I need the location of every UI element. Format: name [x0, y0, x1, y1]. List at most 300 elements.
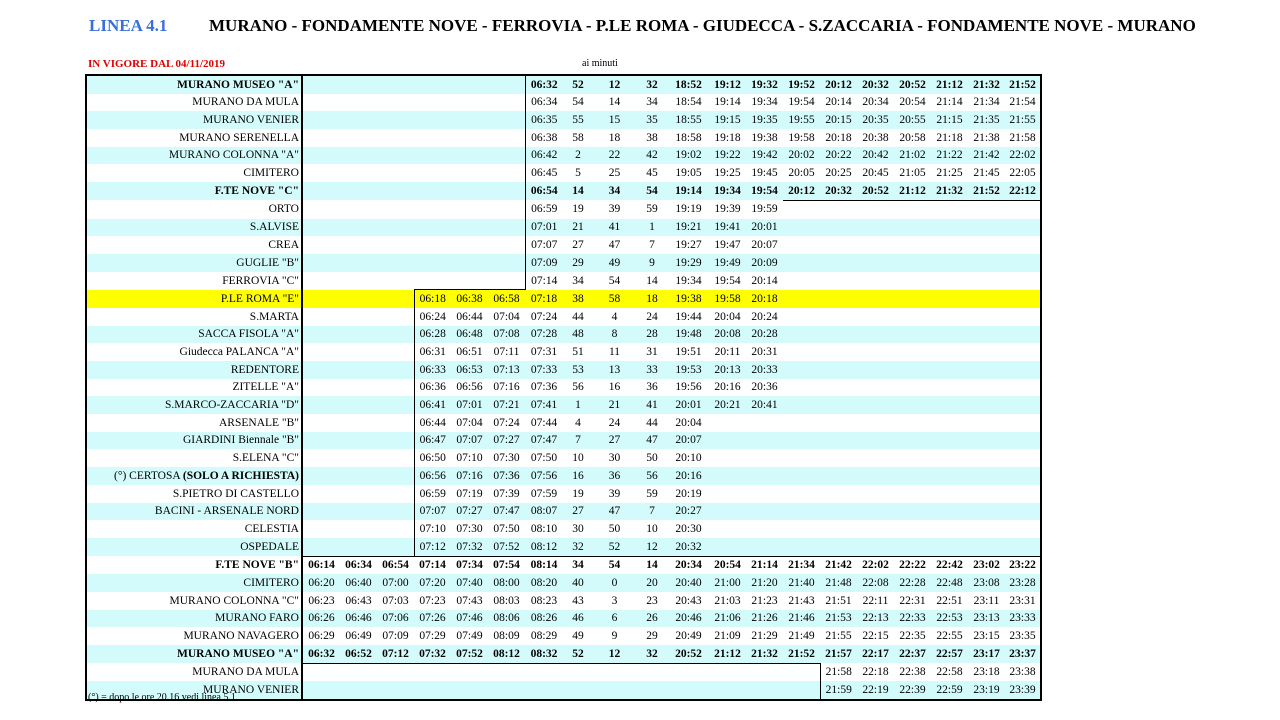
departure-time: 06:46: [340, 610, 377, 628]
departure-time: 19:42: [746, 147, 783, 165]
stop-label: S.MARCO-ZACCARIA "D": [165, 399, 299, 412]
timetable-row: [86, 556, 1041, 574]
stop-name: [86, 467, 302, 485]
departure-time: 27: [563, 503, 593, 521]
stop-label: F.TE NOVE "C": [214, 185, 299, 198]
stop-name: [86, 379, 302, 397]
stop-label: CIMITERO: [243, 576, 299, 589]
departure-time: [746, 681, 783, 700]
departure-time: 19:19: [675, 203, 702, 216]
departure-time: [1005, 200, 1041, 218]
departure-time: 30: [608, 452, 621, 465]
departure-time: 20:12: [820, 75, 857, 94]
departure-time: [968, 520, 1005, 538]
departure-time: [1005, 343, 1041, 361]
departure-time: [377, 272, 414, 290]
departure-time: [783, 379, 820, 397]
departure-time: 14: [646, 274, 658, 287]
departure-time: 06:40: [340, 574, 377, 592]
departure-time: [1005, 272, 1041, 290]
departure-time: 21:12: [931, 75, 968, 94]
departure-time: 23:33: [1005, 610, 1041, 628]
departure-time: 07:50: [530, 452, 558, 465]
departure-time: [340, 396, 377, 414]
departure-time: 20:52: [668, 645, 709, 663]
stop-name: [86, 663, 302, 681]
departure-time: 20:15: [820, 111, 857, 129]
departure-time: 20:34: [668, 556, 709, 574]
departure-time: [857, 308, 894, 326]
departure-time: 22:48: [931, 574, 968, 592]
departure-time: [709, 467, 746, 485]
departure-time: 6: [593, 610, 636, 628]
departure-time: [414, 111, 451, 129]
departure-time: 19:44: [675, 310, 702, 323]
stop-name: [86, 627, 302, 645]
departure-time: 21:54: [1009, 96, 1036, 109]
departure-time: 39: [608, 203, 621, 216]
departure-time: [894, 254, 931, 272]
departure-time: 21:55: [825, 630, 852, 642]
departure-time: [857, 290, 894, 308]
departure-time: 9: [636, 254, 668, 272]
departure-time: 07:56: [525, 467, 563, 485]
departure-time: [894, 219, 931, 237]
departure-time: 21:26: [746, 610, 783, 628]
stop-name: [86, 520, 302, 538]
departure-time: 9: [611, 630, 618, 642]
departure-time: 06:59: [525, 200, 563, 218]
timetable-row: [86, 94, 1041, 112]
departure-time: 33: [636, 361, 668, 379]
departure-time: 22:11: [862, 594, 889, 607]
stop-name: [86, 592, 302, 610]
departure-time: [302, 75, 340, 94]
departure-time: 08:06: [488, 610, 525, 628]
departure-time: 21:15: [931, 111, 968, 129]
departure-time: 06:35: [525, 111, 563, 129]
departure-time: [820, 379, 857, 397]
departure-time: 18:52: [668, 75, 709, 94]
departure-time: [340, 182, 377, 200]
departure-time: 16: [563, 467, 593, 485]
departure-time: 29: [563, 254, 593, 272]
timetable-row: [86, 379, 1041, 397]
departure-time: 20:43: [675, 594, 702, 607]
departure-time: [968, 343, 1005, 361]
departure-time: 06:32: [302, 645, 340, 663]
departure-time: [931, 219, 968, 237]
departure-time: [857, 379, 894, 397]
stop-name: [86, 396, 302, 414]
departure-time: [377, 219, 414, 237]
departure-time: [340, 414, 377, 432]
departure-time: [451, 182, 488, 200]
departure-time: 21:38: [973, 131, 1000, 144]
departure-time: 21:52: [1005, 75, 1041, 94]
departure-time: 23:37: [1005, 645, 1041, 663]
stop-label: ORTO: [268, 203, 299, 216]
departure-time: [302, 111, 340, 129]
departure-time: 23:38: [1009, 666, 1036, 679]
departure-time: [968, 379, 1005, 397]
departure-time: [525, 663, 563, 681]
departure-time: 06:24: [414, 308, 451, 326]
departure-time: [414, 75, 451, 94]
departure-time: 06:54: [525, 182, 563, 200]
departure-time: [302, 538, 340, 556]
departure-time: [340, 290, 377, 308]
departure-time: 19:51: [675, 346, 702, 358]
departure-time: 08:23: [530, 594, 558, 607]
departure-time: 07:41: [525, 396, 563, 414]
departure-time: [488, 219, 525, 237]
departure-time: 22:22: [894, 556, 931, 574]
departure-time: [709, 520, 746, 538]
departure-time: [783, 343, 820, 361]
departure-time: [820, 272, 857, 290]
departure-time: [857, 432, 894, 450]
departure-time: [820, 219, 857, 237]
departure-time: 23:18: [973, 666, 1000, 679]
departure-time: [968, 396, 1005, 414]
departure-time: [451, 663, 488, 681]
departure-time: [857, 538, 894, 556]
departure-time: [931, 503, 968, 521]
stop-name: [86, 75, 302, 94]
departure-time: 20:32: [857, 75, 894, 94]
timetable-row: [86, 645, 1041, 663]
departure-time: 11: [608, 346, 621, 358]
departure-time: 08:12: [488, 645, 525, 663]
stop-name: [86, 326, 302, 344]
departure-time: 06:48: [451, 326, 488, 344]
timetable-row: [86, 219, 1041, 237]
departure-time: [968, 326, 1005, 344]
timetable-row: [86, 592, 1041, 610]
timetable-row: [86, 308, 1041, 326]
departure-time: [746, 538, 783, 556]
departure-time: [931, 538, 968, 556]
departure-time: [857, 200, 894, 218]
departure-time: [377, 520, 414, 538]
timetable: [85, 74, 1042, 701]
departure-time: 8: [593, 326, 636, 344]
departure-time: [451, 129, 488, 147]
departure-time: 23: [646, 594, 658, 607]
timetable-row: [86, 627, 1041, 645]
departure-time: 44: [646, 416, 658, 429]
stop-name: [86, 343, 302, 361]
departure-time: 19:41: [709, 219, 746, 237]
departure-time: [377, 361, 414, 379]
departure-time: 20:07: [668, 432, 709, 450]
departure-time: [668, 663, 709, 681]
departure-time: 06:41: [414, 396, 451, 414]
departure-time: [783, 290, 820, 308]
departure-time: [414, 164, 451, 182]
departure-time: 47: [636, 432, 668, 450]
departure-time: 23:02: [968, 556, 1005, 574]
departure-time: 14: [608, 96, 621, 109]
departure-time: 19:34: [751, 96, 778, 109]
departure-time: 19:18: [714, 131, 741, 144]
departure-time: 34: [646, 96, 658, 109]
departure-time: 06:50: [414, 449, 451, 467]
departure-time: [931, 379, 968, 397]
departure-time: [488, 164, 525, 182]
departure-time: 07:14: [414, 556, 451, 574]
departure-time: [931, 520, 968, 538]
departure-time: [894, 200, 931, 218]
departure-time: [709, 538, 746, 556]
departure-time: 19:55: [783, 111, 820, 129]
timetable-row: [86, 503, 1041, 521]
departure-time: [783, 538, 820, 556]
departure-time: [593, 663, 636, 681]
stop-label: ARSENALE "B": [219, 416, 299, 429]
departure-time: 22:39: [894, 681, 931, 700]
departure-time: 19:38: [668, 290, 709, 308]
departure-time: [302, 254, 340, 272]
departure-time: 06:34: [525, 94, 563, 112]
departure-time: [820, 538, 857, 556]
stop-name: [86, 503, 302, 521]
departure-time: 19:54: [746, 182, 783, 200]
departure-time: [894, 503, 931, 521]
departure-time: [302, 449, 340, 467]
departure-time: [931, 485, 968, 503]
departure-time: 48: [563, 326, 593, 344]
timetable-row: [86, 610, 1041, 628]
departure-time: [820, 503, 857, 521]
departure-time: [302, 503, 340, 521]
departure-time: 27: [593, 432, 636, 450]
departure-time: 06:58: [488, 290, 525, 308]
departure-time: [857, 467, 894, 485]
departure-time: 18:58: [675, 131, 702, 144]
departure-time: 18:55: [668, 111, 709, 129]
departure-time: 22:57: [931, 645, 968, 663]
departure-time: 5: [575, 167, 581, 180]
departure-time: [377, 396, 414, 414]
departure-time: [968, 219, 1005, 237]
departure-time: [968, 449, 1005, 467]
departure-time: [414, 254, 451, 272]
stop-label: MURANO VENIER: [203, 114, 299, 127]
departure-time: 06:20: [302, 574, 340, 592]
departure-time: 16: [608, 381, 621, 394]
departure-time: 19:52: [783, 75, 820, 94]
departure-time: 07:24: [493, 416, 520, 429]
departure-time: [302, 379, 340, 397]
departure-time: [783, 467, 820, 485]
departure-time: [820, 396, 857, 414]
departure-time: 20:22: [820, 147, 857, 165]
departure-time: [857, 503, 894, 521]
departure-time: 22:05: [1009, 167, 1036, 180]
departure-time: 22:17: [857, 645, 894, 663]
departure-time: 07:46: [451, 610, 488, 628]
departure-time: 07:24: [530, 310, 558, 323]
departure-time: 20:09: [746, 254, 783, 272]
departure-time: [302, 94, 340, 112]
departure-time: [377, 663, 414, 681]
departure-time: 07:13: [488, 361, 525, 379]
departure-time: 21:42: [968, 147, 1005, 165]
departure-time: 21:58: [820, 663, 857, 681]
departure-time: 07:18: [525, 290, 563, 308]
departure-time: [302, 414, 340, 432]
departure-time: [451, 219, 488, 237]
departure-time: [1005, 503, 1041, 521]
stop-label: MURANO DA MULA: [192, 666, 299, 679]
departure-time: 06:45: [525, 164, 563, 182]
departure-time: 07:06: [377, 610, 414, 628]
departure-time: 20:35: [857, 111, 894, 129]
departure-time: 07:27: [451, 503, 488, 521]
departure-time: 07:27: [488, 432, 525, 450]
departure-time: [451, 94, 488, 112]
departure-time: 21:45: [973, 167, 1000, 180]
departure-time: 21:12: [709, 645, 746, 663]
timetable-row: [86, 663, 1041, 681]
departure-time: 20:34: [862, 96, 889, 109]
timetable-row: [86, 182, 1041, 200]
stop-label: MURANO MUSEO "A": [176, 647, 299, 660]
departure-time: [377, 254, 414, 272]
departure-time: [783, 449, 820, 467]
departure-time: 06:56: [456, 381, 483, 394]
departure-time: 20:12: [783, 182, 820, 200]
departure-time: [302, 182, 340, 200]
timetable-row: [86, 485, 1041, 503]
departure-time: 21:14: [936, 96, 963, 109]
departure-time: 22:55: [936, 630, 963, 642]
departure-time: [340, 379, 377, 397]
departure-time: 07:19: [456, 487, 483, 500]
departure-time: 20:54: [709, 556, 746, 574]
departure-time: 29: [646, 630, 658, 642]
departure-time: 56: [572, 381, 584, 394]
departure-time: [377, 467, 414, 485]
departure-time: [931, 361, 968, 379]
departure-time: [488, 236, 525, 254]
departure-time: 22: [593, 147, 636, 165]
departure-time: [968, 538, 1005, 556]
departure-time: 59: [646, 203, 658, 216]
departure-time: 07:07: [414, 503, 451, 521]
departure-time: [593, 681, 636, 700]
departure-time: 7: [649, 238, 655, 251]
departure-time: [820, 361, 857, 379]
departure-time: [709, 663, 746, 681]
departure-time: 7: [636, 503, 668, 521]
stop-label: CREA: [268, 238, 299, 251]
departure-time: 20:36: [751, 381, 778, 394]
departure-time: [894, 379, 931, 397]
departure-time: 21:12: [894, 182, 931, 200]
departure-time: 23:35: [1009, 630, 1036, 642]
departure-time: [783, 414, 820, 432]
stop-name: [86, 200, 302, 218]
departure-time: 19:54: [714, 274, 741, 287]
departure-time: [931, 467, 968, 485]
departure-time: 42: [636, 147, 668, 165]
departure-time: [894, 361, 931, 379]
departure-time: [820, 308, 857, 326]
departure-time: 07:20: [414, 574, 451, 592]
departure-time: [302, 236, 340, 254]
stop-label: S.ELENA "C": [232, 452, 299, 465]
departure-time: [857, 485, 894, 503]
departure-time: [340, 503, 377, 521]
departure-time: [302, 290, 340, 308]
stop-name: [86, 538, 302, 556]
departure-time: [746, 432, 783, 450]
departure-time: 21:51: [825, 594, 852, 607]
departure-time: 19:45: [751, 167, 778, 180]
stop-name: [86, 164, 302, 182]
departure-time: 19:49: [709, 254, 746, 272]
stop-label: MURANO COLONNA "C": [169, 594, 299, 607]
departure-time: 20:01: [746, 219, 783, 237]
departure-time: [340, 681, 377, 700]
departure-time: [340, 663, 377, 681]
departure-time: [968, 308, 1005, 326]
departure-time: 19:14: [668, 182, 709, 200]
departure-time: 21:53: [820, 610, 857, 628]
departure-time: [857, 520, 894, 538]
departure-time: 20:41: [746, 396, 783, 414]
departure-time: [377, 308, 414, 326]
departure-time: [414, 182, 451, 200]
departure-time: 06:44: [414, 414, 451, 432]
departure-time: 51: [572, 346, 584, 358]
departure-time: 19: [572, 203, 584, 216]
timetable-row: [86, 449, 1041, 467]
departure-time: 20:16: [668, 467, 709, 485]
departure-time: 06:36: [414, 379, 451, 397]
departure-time: 08:07: [525, 503, 563, 521]
timetable-row: [86, 272, 1041, 290]
departure-time: [931, 326, 968, 344]
departure-time: [820, 326, 857, 344]
departure-time: [340, 467, 377, 485]
timetable-row: [86, 254, 1041, 272]
departure-time: [302, 129, 340, 147]
departure-time: 07:47: [525, 432, 563, 450]
departure-time: 06:34: [340, 556, 377, 574]
departure-time: 21:40: [783, 574, 820, 592]
departure-time: 21:05: [899, 167, 926, 180]
departure-time: [488, 200, 525, 218]
departure-time: 36: [646, 381, 658, 394]
departure-time: [931, 449, 968, 467]
stop-name: [86, 147, 302, 165]
departure-time: 32: [636, 75, 668, 94]
departure-time: 23:17: [968, 645, 1005, 663]
validity-date: IN VIGORE DAL 04/11/2019: [88, 58, 226, 70]
departure-time: 06:31: [414, 343, 451, 361]
departure-time: [746, 449, 783, 467]
departure-time: 20:32: [668, 538, 709, 556]
departure-time: [746, 414, 783, 432]
departure-time: [783, 396, 820, 414]
timetable-row: [86, 361, 1041, 379]
departure-time: 21:09: [714, 630, 741, 642]
stop-name: [86, 236, 302, 254]
